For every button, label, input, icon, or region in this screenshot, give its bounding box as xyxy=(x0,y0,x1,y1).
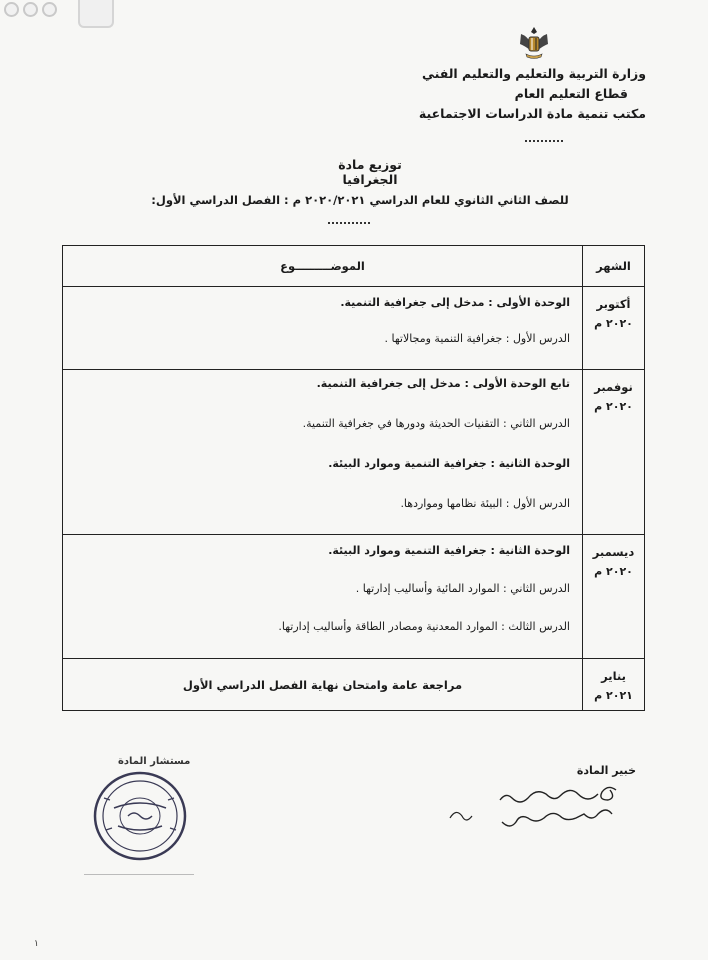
month-year: ٢٠٢٠ م xyxy=(594,565,633,578)
overflow-menu-icon[interactable] xyxy=(4,2,57,17)
unit-line: الوحدة الثانية : جغرافية التنمية وموارد البيئة. xyxy=(328,457,570,470)
lesson-line: الدرس الثاني : التقنيات الحديثة ودورها في جغرافية التنمية. xyxy=(302,417,570,430)
unit-line: الوحدة الثانية : جغرافية التنمية وموارد البيئة. xyxy=(328,544,570,557)
month-year: ٢٠٢٠ م xyxy=(594,400,633,413)
lesson-line: الدرس الأول : البيئة نظامها ومواردها. xyxy=(400,497,570,510)
month-name: ديسمبر xyxy=(592,545,635,559)
lesson-line: الدرس الأول : جغرافية التنمية ومجالاتها . xyxy=(384,332,570,345)
ministry-header xyxy=(419,64,646,124)
topic-cell xyxy=(63,370,583,535)
column-header-month: الشهر xyxy=(583,246,645,287)
topic-cell xyxy=(63,535,583,659)
document-title: توزيع مادة الجغرافيا xyxy=(338,157,402,187)
divider xyxy=(84,874,194,875)
column-header-topic: الموضـــــــــوع xyxy=(63,246,583,287)
document-subtitle: للصف الثاني الثانوي للعام الدراسي ٢٠٢٠/٢٠٢١ م : الفصل الدراسي الأول: xyxy=(151,193,569,207)
seal-caption: مستشار المادة xyxy=(118,756,191,767)
signature-icon xyxy=(430,778,630,830)
month-name: نوفمبر xyxy=(594,380,633,394)
month-name: أكتوبر xyxy=(596,297,631,311)
official-seal-icon xyxy=(92,768,188,864)
tag-icon[interactable] xyxy=(78,0,114,28)
eagle-emblem-icon xyxy=(517,24,551,62)
table-header-row xyxy=(63,246,645,287)
ministry-line: مكتب تنمية مادة الدراسات الاجتماعية xyxy=(418,106,646,121)
divider xyxy=(525,140,563,142)
lesson-line: الدرس الثاني : الموارد المائية وأساليب إدارتها . xyxy=(355,582,570,595)
month-cell xyxy=(583,287,645,370)
month-year: ٢٠٢١ م xyxy=(594,689,633,702)
table-row xyxy=(63,659,645,711)
table-row xyxy=(63,370,645,535)
distribution-table xyxy=(62,245,645,711)
unit-line: تابع الوحدة الأولى : مدخل إلى جغرافية التنمية. xyxy=(316,377,570,390)
table-row xyxy=(63,535,645,659)
lesson-line: الدرس الثالث : الموارد المعدنية ومصادر الطاقة وأساليب إدارتها. xyxy=(278,620,570,633)
divider xyxy=(328,222,370,224)
month-cell xyxy=(583,659,645,711)
month-cell xyxy=(583,535,645,659)
topic-cell xyxy=(63,287,583,370)
table-row xyxy=(63,287,645,370)
ministry-line: وزارة التربية والتعليم والتعليم الفني xyxy=(421,66,646,81)
month-year: ٢٠٢٠ م xyxy=(594,317,633,330)
month-name: يناير xyxy=(601,669,626,683)
review-cell: مراجعة عامة وامتحان نهاية الفصل الدراسي الأول xyxy=(63,659,583,711)
unit-line: الوحدة الأولى : مدخل إلى جغرافية التنمية. xyxy=(340,296,570,309)
ministry-line: قطاع التعليم العام xyxy=(514,86,628,101)
expert-label: خبير المادة xyxy=(576,764,636,777)
month-cell xyxy=(583,370,645,535)
page-number: ١ xyxy=(34,939,39,949)
